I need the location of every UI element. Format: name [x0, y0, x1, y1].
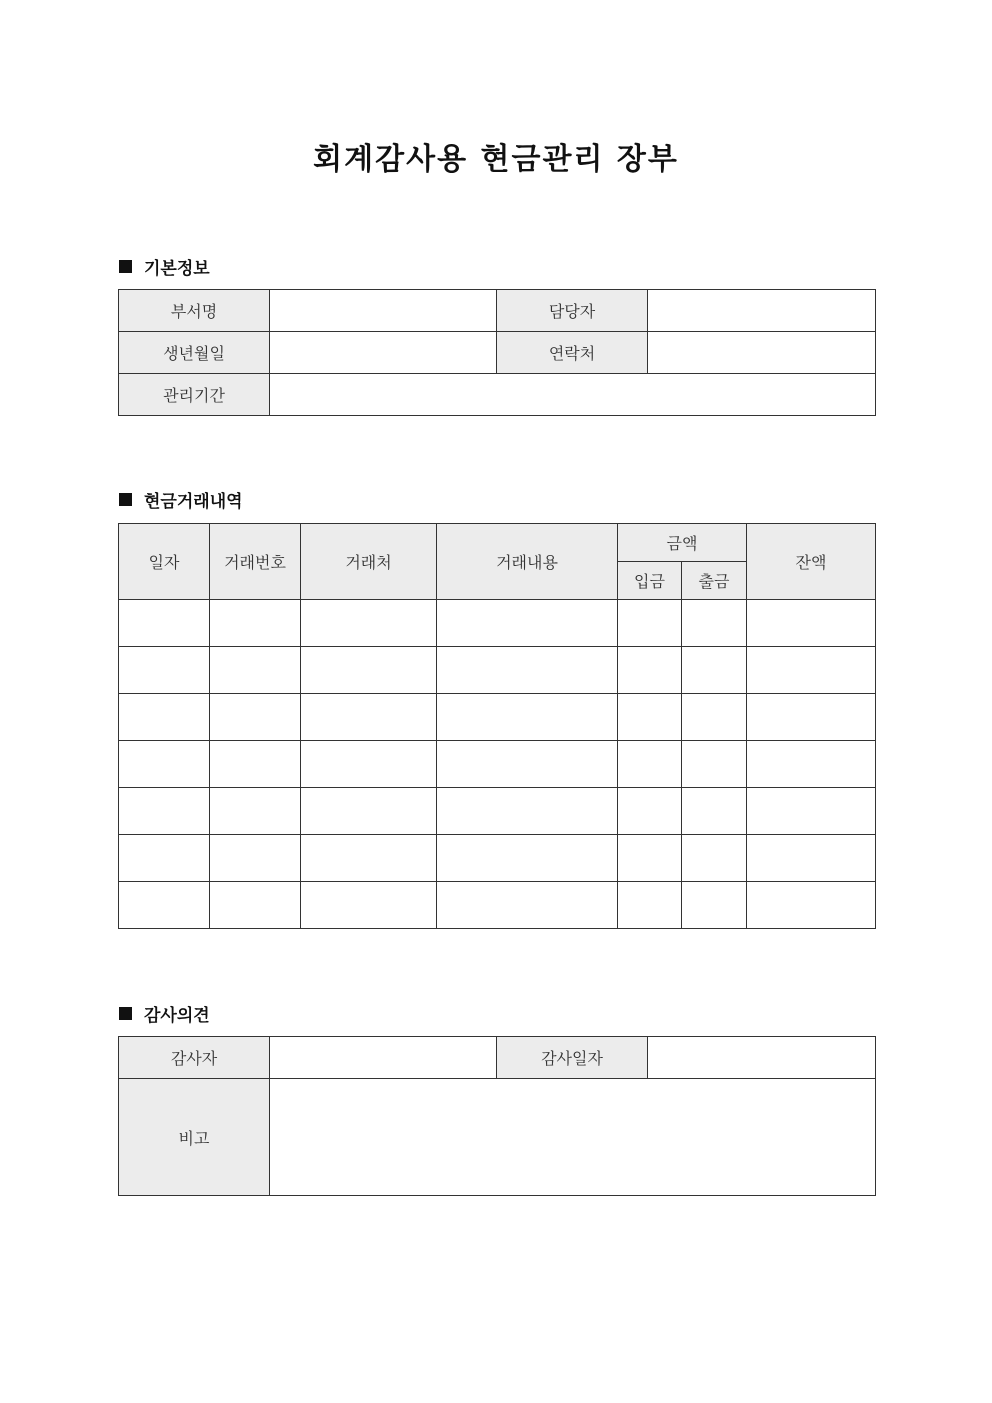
- remarks-label: 비고: [119, 1079, 270, 1196]
- cell-tx-no[interactable]: [210, 600, 301, 647]
- cell-partner[interactable]: [301, 835, 437, 882]
- table-row: [119, 1037, 876, 1079]
- auditor-field[interactable]: [270, 1037, 497, 1079]
- table-row: [119, 332, 876, 374]
- section-heading-label: 감사의견: [144, 1006, 210, 1026]
- cell-date[interactable]: [119, 694, 210, 741]
- cell-date[interactable]: [119, 882, 210, 929]
- section-heading-basic: [119, 254, 210, 279]
- table-row: [119, 647, 876, 694]
- audit-date-field[interactable]: [648, 1037, 876, 1079]
- cell-deposit[interactable]: [618, 835, 682, 882]
- section-heading-label: 현금거래내역: [144, 492, 243, 512]
- cell-content[interactable]: [437, 647, 618, 694]
- col-header-amount: 금액: [618, 524, 747, 562]
- cell-balance[interactable]: [747, 741, 876, 788]
- cell-partner[interactable]: [301, 788, 437, 835]
- table-row: [119, 374, 876, 416]
- cell-deposit[interactable]: [618, 741, 682, 788]
- cell-partner[interactable]: [301, 694, 437, 741]
- square-bullet-icon: [119, 493, 132, 506]
- cell-content[interactable]: [437, 600, 618, 647]
- period-field[interactable]: [270, 374, 876, 416]
- cell-date[interactable]: [119, 741, 210, 788]
- cell-partner[interactable]: [301, 600, 437, 647]
- col-header-date: 일자: [119, 524, 210, 600]
- section-heading-audit: [119, 1001, 210, 1026]
- basic-info-table: [118, 289, 876, 416]
- table-header-row: [119, 524, 876, 562]
- audit-opinion-table: [118, 1036, 876, 1196]
- cell-withdraw[interactable]: [682, 600, 747, 647]
- table-row: [119, 835, 876, 882]
- cell-withdraw[interactable]: [682, 788, 747, 835]
- cell-tx-no[interactable]: [210, 882, 301, 929]
- cell-withdraw[interactable]: [682, 647, 747, 694]
- contact-label: 연락처: [497, 332, 648, 374]
- square-bullet-icon: [119, 260, 132, 273]
- birth-label: 생년월일: [119, 332, 270, 374]
- cell-balance[interactable]: [747, 647, 876, 694]
- cell-deposit[interactable]: [618, 647, 682, 694]
- period-label: 관리기간: [119, 374, 270, 416]
- col-header-withdraw: 출금: [682, 562, 747, 600]
- dept-label: 부서명: [119, 290, 270, 332]
- cell-balance[interactable]: [747, 882, 876, 929]
- contact-field[interactable]: [648, 332, 876, 374]
- cell-withdraw[interactable]: [682, 694, 747, 741]
- cell-content[interactable]: [437, 835, 618, 882]
- col-header-tx-no: 거래번호: [210, 524, 301, 600]
- cell-deposit[interactable]: [618, 600, 682, 647]
- cell-partner[interactable]: [301, 882, 437, 929]
- cell-withdraw[interactable]: [682, 882, 747, 929]
- cell-withdraw[interactable]: [682, 741, 747, 788]
- table-row: [119, 1079, 876, 1196]
- cell-tx-no[interactable]: [210, 741, 301, 788]
- manager-field[interactable]: [648, 290, 876, 332]
- section-heading-transactions: [119, 487, 243, 512]
- manager-label: 담당자: [497, 290, 648, 332]
- square-bullet-icon: [119, 1007, 132, 1020]
- cell-balance[interactable]: [747, 835, 876, 882]
- audit-date-label: 감사일자: [497, 1037, 648, 1079]
- col-header-deposit: 입금: [618, 562, 682, 600]
- cell-date[interactable]: [119, 647, 210, 694]
- table-row: [119, 882, 876, 929]
- cell-deposit[interactable]: [618, 882, 682, 929]
- cell-content[interactable]: [437, 882, 618, 929]
- cell-tx-no[interactable]: [210, 788, 301, 835]
- transactions-table: [118, 523, 876, 929]
- cell-deposit[interactable]: [618, 788, 682, 835]
- col-header-content: 거래내용: [437, 524, 618, 600]
- cell-tx-no[interactable]: [210, 647, 301, 694]
- cell-balance[interactable]: [747, 600, 876, 647]
- cell-content[interactable]: [437, 694, 618, 741]
- col-header-balance: 잔액: [747, 524, 876, 600]
- cell-deposit[interactable]: [618, 694, 682, 741]
- auditor-label: 감사자: [119, 1037, 270, 1079]
- cell-balance[interactable]: [747, 788, 876, 835]
- cell-content[interactable]: [437, 741, 618, 788]
- table-row: [119, 788, 876, 835]
- cell-date[interactable]: [119, 600, 210, 647]
- remarks-field[interactable]: [270, 1079, 876, 1196]
- cell-tx-no[interactable]: [210, 835, 301, 882]
- dept-field[interactable]: [270, 290, 497, 332]
- table-row: [119, 290, 876, 332]
- cell-date[interactable]: [119, 835, 210, 882]
- cell-partner[interactable]: [301, 647, 437, 694]
- table-row: [119, 694, 876, 741]
- cell-date[interactable]: [119, 788, 210, 835]
- cell-tx-no[interactable]: [210, 694, 301, 741]
- table-row: [119, 741, 876, 788]
- cell-partner[interactable]: [301, 741, 437, 788]
- transactions-body: [119, 600, 876, 929]
- cell-content[interactable]: [437, 788, 618, 835]
- col-header-partner: 거래처: [301, 524, 437, 600]
- table-row: [119, 600, 876, 647]
- section-heading-label: 기본정보: [144, 259, 210, 279]
- birth-field[interactable]: [270, 332, 497, 374]
- cell-balance[interactable]: [747, 694, 876, 741]
- cell-withdraw[interactable]: [682, 835, 747, 882]
- page-title: 회계감사용 현금관리 장부: [313, 142, 679, 177]
